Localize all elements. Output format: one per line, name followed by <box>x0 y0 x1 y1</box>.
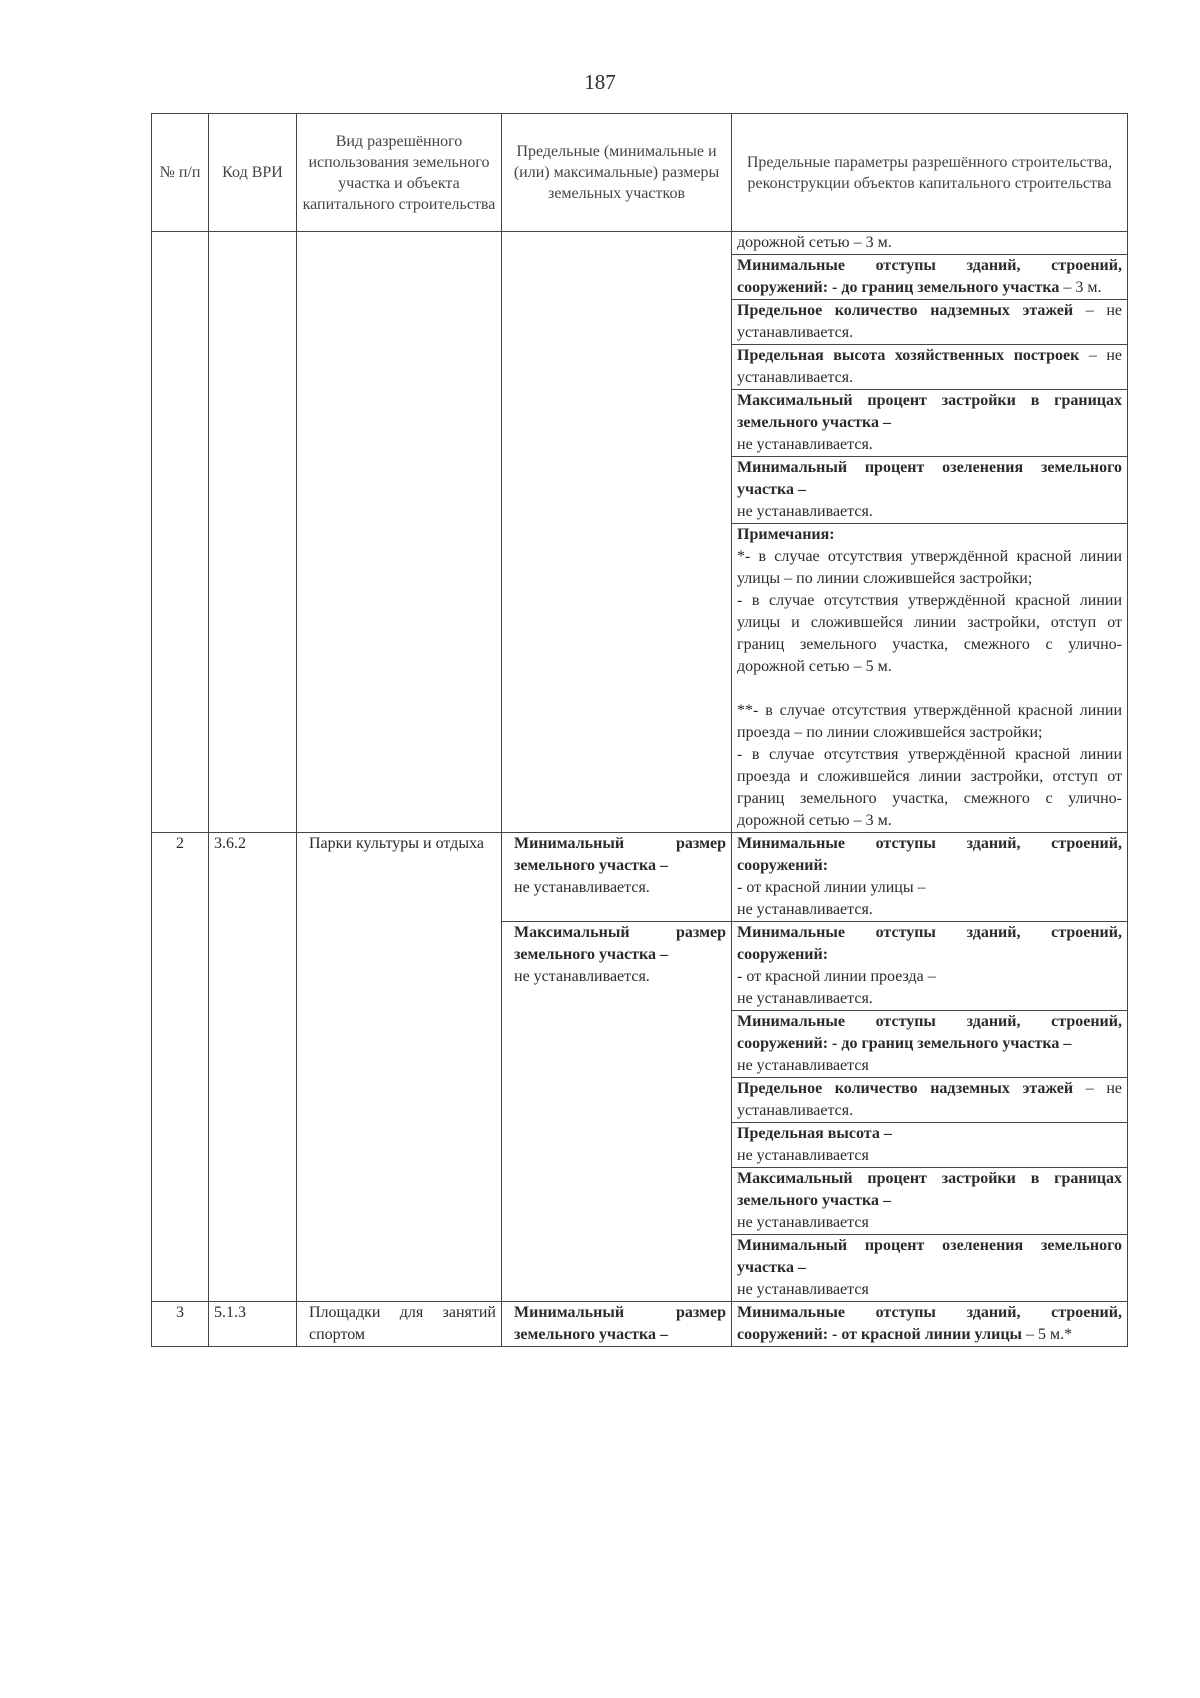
param-bold: Минимальный процент озеленения земельного участка – <box>737 1237 1122 1276</box>
param-cell <box>732 457 1128 524</box>
param-cell <box>732 1302 1128 1347</box>
row3-size-min <box>502 1302 732 1347</box>
param-text: – не устанавливается. <box>737 1080 1122 1119</box>
param-bold: Максимальный процент застройки в границах земельного участка – <box>737 1170 1122 1209</box>
header-code: Код ВРИ <box>209 114 297 232</box>
regulations-table <box>151 113 1128 1347</box>
param-bold: Минимальные отступы зданий, строений, сооружений: <box>737 924 1122 963</box>
param-cell <box>732 232 1128 255</box>
param-text: – не устанавливается. <box>737 302 1122 341</box>
note-text: *- в случае отсутствия утверждённой красной линии улицы – по линии сложившейся застройки; <box>737 548 1122 587</box>
notes-cell <box>732 524 1128 833</box>
param-cell <box>732 833 1128 922</box>
param-bold: Предельное количество надземных этажей <box>737 1080 1074 1097</box>
row2-kind: Парки культуры и отдыха <box>297 833 502 1302</box>
table-row <box>152 232 1128 255</box>
row3-code: 5.1.3 <box>209 1302 297 1347</box>
param-cell <box>732 1078 1128 1123</box>
row2-num: 2 <box>152 833 209 1302</box>
size-bold: Минимальный размер земельного участка – <box>514 835 726 874</box>
param-cell <box>732 390 1128 457</box>
param-text: не устанавливается <box>737 1057 869 1074</box>
param-cell <box>732 1168 1128 1235</box>
param-text: не устанавливается. <box>737 436 873 453</box>
param-text: – не устанавливается. <box>737 347 1122 386</box>
param-bold: Предельное количество надземных этажей <box>737 302 1074 319</box>
param-text: - от красной линии проезда – <box>737 968 936 985</box>
param-text: не устанавливается <box>737 1147 869 1164</box>
param-text: – 5 м.* <box>1022 1326 1073 1343</box>
notes-title: Примечания: <box>737 526 835 543</box>
param-bold: Минимальные отступы зданий, строений, сооружений: - от красной линии улицы <box>737 1304 1122 1343</box>
param-text: дорожной сетью – 3 м. <box>737 234 892 251</box>
param-bold: Минимальный процент озеленения земельного участка – <box>737 459 1122 498</box>
row2-size-max <box>502 922 732 1302</box>
param-cell <box>732 1011 1128 1078</box>
param-bold: Минимальные отступы зданий, строений, сооружений: - до границ земельного участка <box>737 257 1122 296</box>
table-header-row <box>152 114 1128 232</box>
param-cell <box>732 300 1128 345</box>
table-row <box>152 1302 1128 1347</box>
param-text: - от красной линии улицы – <box>737 879 926 896</box>
param-text: не устанавливается. <box>737 990 873 1007</box>
param-cell <box>732 255 1128 300</box>
header-sizes: Предельные (минимальные и (или) максимальные) размеры земельных участков <box>502 114 732 232</box>
param-text: – 3 м. <box>1059 279 1102 296</box>
param-cell <box>732 345 1128 390</box>
table-row <box>152 833 1128 922</box>
row2-code: 3.6.2 <box>209 833 297 1302</box>
param-bold: Минимальные отступы зданий, строений, сооружений: - до границ земельного участка – <box>737 1013 1122 1052</box>
header-params: Предельные параметры разрешённого строительства, реконструкции объектов капитального строительства <box>732 114 1128 232</box>
param-bold: Предельная высота хозяйственных построек <box>737 347 1080 364</box>
param-cell <box>732 1123 1128 1168</box>
param-text: не устанавливается <box>737 1281 869 1298</box>
note-text: **- в случае отсутствия утверждённой красной линии проезда – по линии сложившейся застройки; <box>737 702 1122 741</box>
row3-num: 3 <box>152 1302 209 1347</box>
row1-kind-cell <box>297 232 502 833</box>
param-bold: Минимальные отступы зданий, строений, сооружений: <box>737 835 1122 874</box>
size-text: не устанавливается. <box>514 879 650 896</box>
note-text: - в случае отсутствия утверждённой красной линии улицы и сложившейся линии застройки, отступ от границ земельного участка, смежного с улично-дорожной сетью – 5 м. <box>737 592 1122 675</box>
param-cell <box>732 922 1128 1011</box>
param-bold: Максимальный процент застройки в границах земельного участка – <box>737 392 1122 431</box>
row1-size-cell <box>502 232 732 833</box>
row1-code-cell <box>209 232 297 833</box>
note-text: - в случае отсутствия утверждённой красной линии проезда и сложившейся линии застройки, отступ от границ земельного участка, смежного с улично-дорожной сетью – 3 м. <box>737 746 1122 829</box>
param-text: не устанавливается. <box>737 901 873 918</box>
param-text: не устанавливается. <box>737 503 873 520</box>
param-bold: Предельная высота – <box>737 1125 892 1142</box>
param-cell <box>732 1235 1128 1302</box>
row1-num-cell <box>152 232 209 833</box>
size-text: не устанавливается. <box>514 968 650 985</box>
size-bold: Минимальный размер земельного участка – <box>514 1304 726 1343</box>
param-text: не устанавливается <box>737 1214 869 1231</box>
row3-kind: Площадки для занятий спортом <box>297 1302 502 1347</box>
header-num: № п/п <box>152 114 209 232</box>
size-bold: Максимальный размер земельного участка – <box>514 924 726 963</box>
header-kind: Вид разрешённого использования земельного участка и объекта капитального строительства <box>297 114 502 232</box>
page-number: 187 <box>584 70 616 94</box>
row2-size-min <box>502 833 732 922</box>
